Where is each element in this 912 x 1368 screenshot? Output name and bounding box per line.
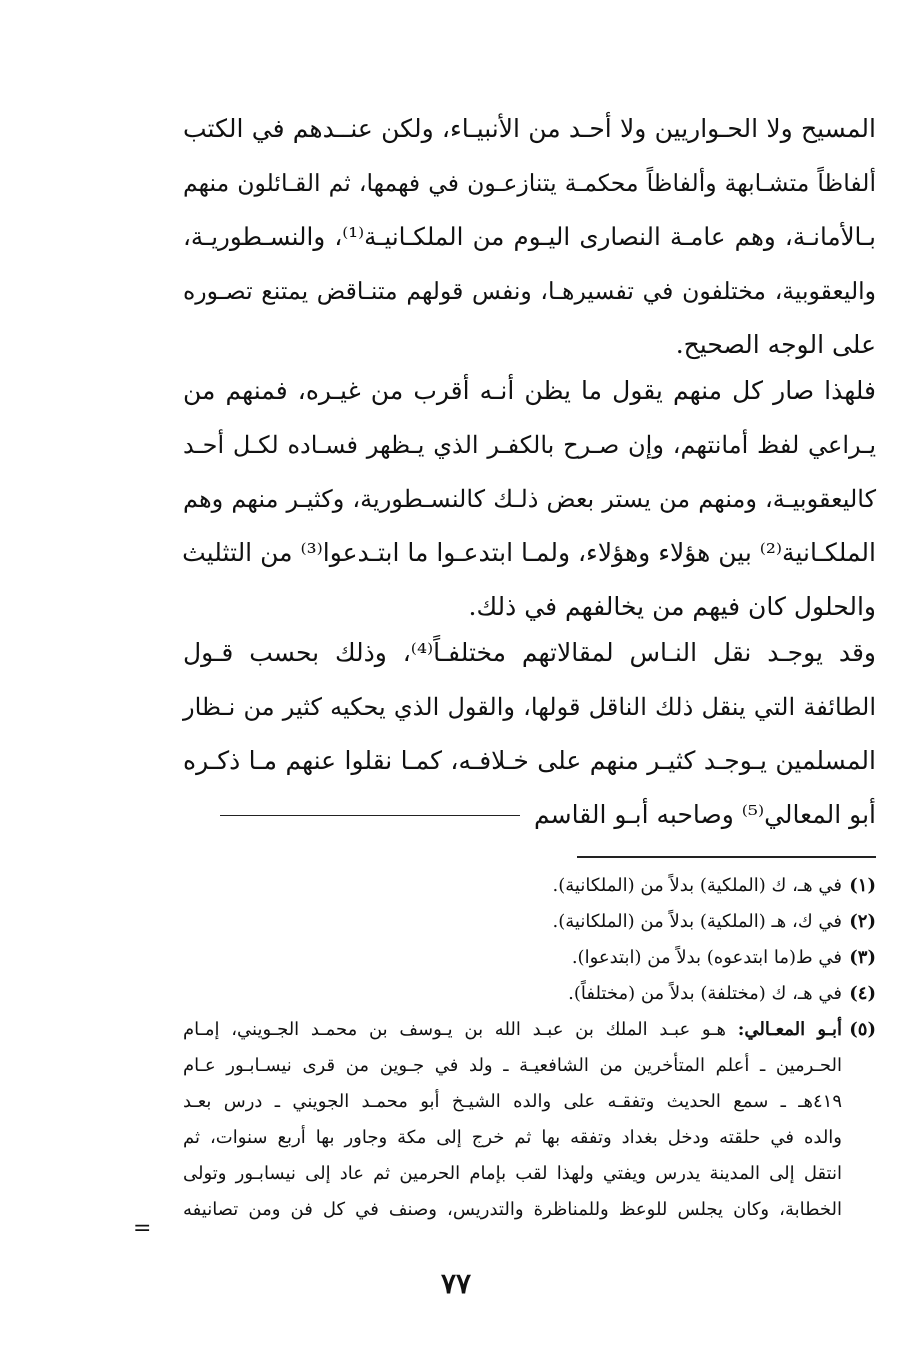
- footnote-text: ٤١٩هـ ـ سمع الحديث وتفقـه على والده الشيـخ أبو محمـد الجويني ـ درس بعـد: [183, 1091, 842, 1112]
- footnote-text: في هـ، ك (مختلفة) بدلاً من (مختلفاً).: [568, 983, 842, 1004]
- continuation-rule: [220, 815, 520, 816]
- footnote-text: الخطابة، وكان يجلس للوعظ وللمناظرة والتدريس، وصنف في كل فن ومن تصانيفه: [183, 1199, 842, 1220]
- footnote-text: في هـ، ك (الملكية) بدلاً من (الملكانية).: [552, 875, 842, 896]
- footnote-text: الحـرمين ـ أعلم المتأخرين من الشافعيـة ـ ولد في جـوين من قرى نيسـابـور عـام: [183, 1055, 842, 1076]
- paragraph-line: بـالأمانـة، وهم عامـة النصارى اليـوم من الملكـانيـة⁽¹⁾، والنسـطوريـة،: [183, 222, 876, 251]
- footnote-number: (١): [849, 875, 876, 896]
- paragraph-line: يـراعي لفظ أمانتهم، وإن صـرح بالكفـر الذي يـظهر فسـاده لكـل أحـد: [183, 431, 877, 459]
- footnote-number: (٥): [849, 1019, 876, 1040]
- page-number: ٧٧: [440, 1267, 472, 1300]
- footnote-text: والده في حلقته ودخل بغداد وتفقه بها ثم خرج إلى مكة وجاور بها أربع سنوات، ثم: [183, 1127, 842, 1148]
- footnote-3: [183, 940, 876, 976]
- paragraph-line: المسلمين يـوجـد كثيـر منهم على خـلافـه، كمـا نقلوا عنهم مـا ذكـره: [183, 746, 876, 775]
- footnote-number: (٣): [849, 947, 876, 968]
- footnote-2: [183, 904, 876, 940]
- footnote-text: في ط(ما ابتدعوه) بدلاً من (ابتدعوا).: [571, 947, 842, 968]
- footnote-separator: [577, 856, 876, 858]
- footnote-number: (٢): [849, 911, 876, 932]
- footnote-text: انتقل إلى المدينة يدرس ويفتي ولهذا لقب بإمام الحرمين ثم عاد إلى نيسابـور وتولى: [183, 1163, 842, 1184]
- footnote-text: في ك، هـ (الملكية) بدلاً من (الملكانية).: [552, 911, 842, 932]
- continuation-mark: =: [133, 1216, 152, 1241]
- paragraph-line: واليعقوبية، مختلفون في تفسيرهـا، ونفس قولهم متنـاقض يمتنع تصـوره: [183, 277, 876, 305]
- paragraph-line: على الوجه الصحيح.: [675, 330, 876, 359]
- paragraph-line: الملكـانية⁽²⁾ بين هؤلاء وهؤلاء، ولمـا ابتدعـوا ما ابتـدعوا⁽³⁾ من التثليث: [182, 538, 876, 567]
- main-paragraph-2: [183, 364, 876, 634]
- footnote-number: (٤): [849, 983, 876, 1004]
- footnote-1: [183, 868, 876, 904]
- paragraph-line: ألفاظاً متشـابهة وألفاظاً محكمـة يتنازعـون في فهمها، ثم القـائلون منهم: [183, 169, 876, 197]
- footnote-biography-name: أبـو المعـالي:: [737, 1019, 842, 1040]
- footnote-4: [183, 976, 876, 1012]
- footnote-text: هـو عبـد الملك بن عبـد الله بن يـوسف بن محمـد الجـويني، إمـام: [183, 1019, 726, 1040]
- paragraph-line: فلهذا صار كل منهم يقول ما يظن أنـه أقرب من غيـره، فمنهم من: [183, 376, 876, 405]
- main-paragraph-1: [183, 102, 876, 372]
- footnote-5: [183, 1012, 876, 1228]
- paragraph-line: وقد يوجـد نقل النـاس لمقالاتهم مختلفـاً⁽⁴⁾، وذلك بحسب قـول: [183, 638, 876, 667]
- paragraph-line: الطائفة التي ينقل ذلك الناقل قولها، والقول الذي يحكيه كثير من نـظار: [183, 693, 876, 721]
- main-paragraph-3: [183, 626, 876, 842]
- paragraph-line: المسيح ولا الحـواريين ولا أحـد من الأنبيـاء، ولكن عنــدهم في الكتب: [183, 114, 876, 143]
- paragraph-line-text: أبو المعالي⁽⁵⁾ وصاحبه أبـو القاسم: [534, 800, 876, 829]
- paragraph-last-line: [183, 788, 876, 842]
- paragraph-line: كاليعقوبيـة، ومنهم من يستر بعض ذلـك كالنسـطورية، وكثيـر منهم وهم: [183, 485, 876, 513]
- footnote-text-line: [183, 1012, 842, 1048]
- paragraph-line: والحلول كان فيهم من يخالفهم في ذلك.: [468, 592, 876, 621]
- footnotes: [183, 868, 876, 1228]
